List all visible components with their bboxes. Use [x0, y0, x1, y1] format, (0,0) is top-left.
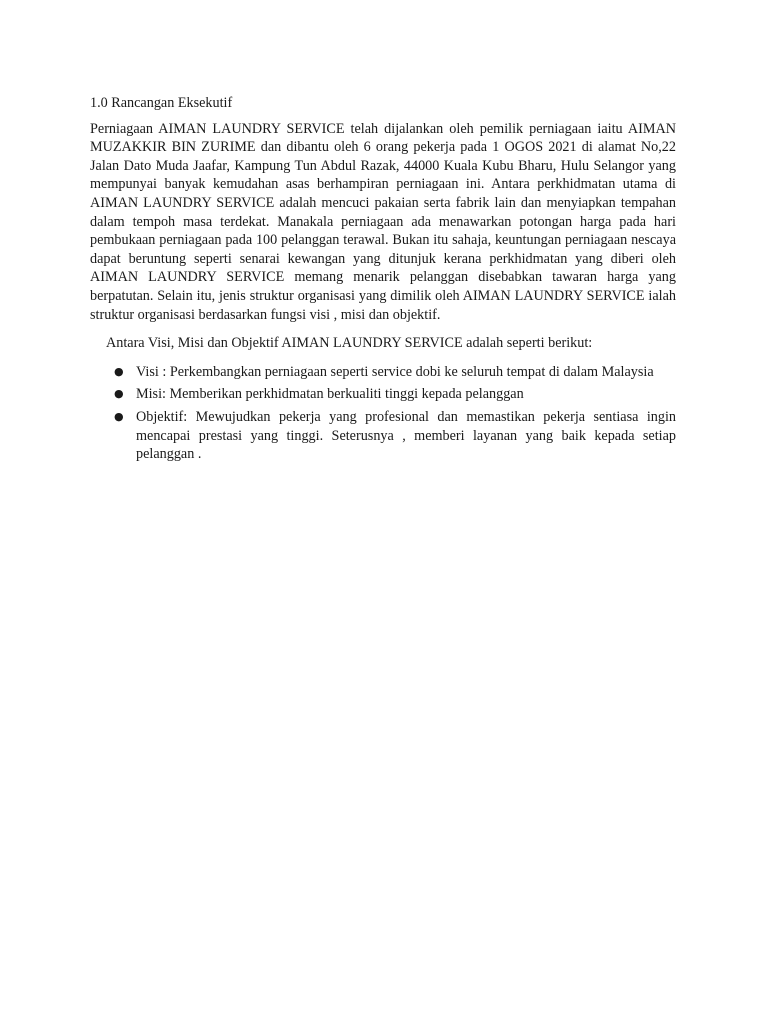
- list-item-text: Misi: Memberikan perkhidmatan berkualiti tinggi kepada pelanggan: [136, 386, 524, 403]
- executive-summary-paragraph: Perniagaan AIMAN LAUNDRY SERVICE telah dijalankan oleh pemilik perniagaan iaitu AIMAN MUZAKKIR BIN ZURIME dan dibantu oleh 6 orang pekerja pada 1 OGOS 2021 di alamat No,22 Jalan Dato Muda Jaafar, Kampung Tun Abdul Razak, 44000 Kuala Kubu Bharu, Hulu Selangor yang mempunyai banyak kemudahan asas berhampiran perniagaan ini. Antara perkhidmatan utama di AIMAN LAUNDRY SERVICE adalah mencuci pakaian serta fabrik lain dan menyiapkan tempahan dalam tempoh masa terdekat. Manakala perniagaan ada menawarkan potongan harga pada hari pembukaan perniagaan pada 100 pelanggan terawal. Bukan itu sahaja, keuntungan perniagaan nescaya dapat beruntung seperti senarai kewangan yang ditunjuk kerana perkhidmatan yang diberi oleh AIMAN LAUNDRY SERVICE memang menarik pelanggan disebabkan tawaran harga yang berpatutan. Selain itu, jenis struktur organisasi yang dimilik oleh AIMAN LAUNDRY SERVICE ialah struktur organisasi berdasarkan fungsi visi , misi dan objektif.: [90, 120, 676, 323]
- list-item-text: Objektif: Mewujudkan pekerja yang profesional dan memastikan pekerja sentiasa ingin mencapai prestasi yang tinggi. Seterusnya , memberi layanan yang baik kepada setiap pelanggan .: [136, 408, 676, 463]
- list-item-text: Visi : Perkembangkan perniagaan seperti service dobi ke seluruh tempat di dalam Malaysia: [136, 363, 654, 380]
- list-item-misi: [90, 385, 676, 404]
- section-heading: 1.0 Rancangan Eksekutif: [90, 95, 233, 111]
- document-page: [90, 94, 676, 468]
- list-item-visi: [90, 363, 676, 382]
- bullet-icon: ●: [114, 387, 124, 401]
- bullet-icon: ●: [114, 409, 124, 423]
- bullet-icon: ●: [114, 364, 124, 378]
- list-item-objektif: [90, 408, 676, 464]
- list-intro: Antara Visi, Misi dan Objektif AIMAN LAUNDRY SERVICE adalah seperti berikut:: [106, 335, 593, 352]
- vision-mission-list: [90, 363, 676, 464]
